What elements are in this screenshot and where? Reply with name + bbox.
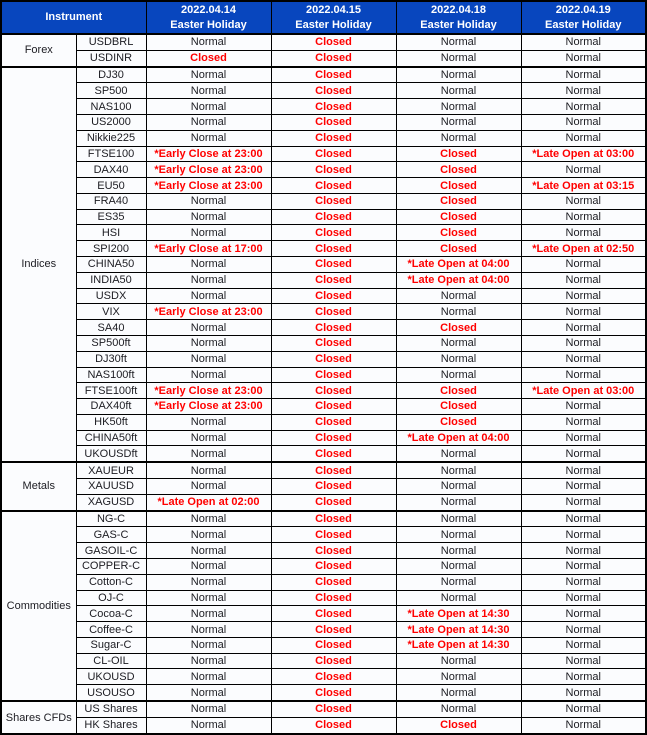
header-date: 2022.04.18 — [430, 3, 487, 16]
instrument-cell: XAUUSD — [76, 479, 146, 495]
status-cell: Closed — [271, 399, 396, 415]
status-cell: Normal — [146, 559, 271, 575]
header-row — [1, 1, 646, 34]
table-row — [1, 527, 646, 543]
status-cell: Normal — [396, 669, 521, 685]
table-row — [1, 83, 646, 99]
status-cell: Normal — [396, 479, 521, 495]
status-cell: Closed — [271, 669, 396, 685]
status-cell: Normal — [521, 320, 646, 336]
status-cell: Closed — [271, 430, 396, 446]
table-row — [1, 178, 646, 194]
instrument-cell: HK50ft — [76, 414, 146, 430]
status-cell: Normal — [521, 414, 646, 430]
status-cell: Closed — [271, 367, 396, 383]
status-cell: Normal — [521, 685, 646, 701]
category-cell: Metals — [1, 462, 76, 510]
instrument-cell: Sugar-C — [76, 637, 146, 653]
status-cell: Normal — [521, 257, 646, 273]
table-row — [1, 717, 646, 734]
status-cell: Closed — [396, 209, 521, 225]
status-cell: Closed — [271, 193, 396, 209]
table-body — [1, 34, 646, 734]
instrument-cell: HSI — [76, 225, 146, 241]
instrument-header-cell: Instrument — [1, 1, 146, 34]
status-cell: Normal — [396, 83, 521, 99]
instrument-cell: US2000 — [76, 115, 146, 131]
status-cell: Normal — [146, 462, 271, 478]
table-row — [1, 50, 646, 66]
status-cell: Normal — [521, 559, 646, 575]
status-cell: Normal — [521, 637, 646, 653]
instrument-cell: UKOUSDft — [76, 446, 146, 462]
status-cell: Normal — [146, 701, 271, 717]
status-cell: Normal — [146, 209, 271, 225]
instrument-cell: HK Shares — [76, 717, 146, 734]
table-row — [1, 272, 646, 288]
status-cell: Normal — [396, 462, 521, 478]
status-cell: *Late Open at 02:00 — [146, 494, 271, 510]
status-cell: Closed — [271, 494, 396, 510]
status-cell: Normal — [146, 83, 271, 99]
status-cell: Normal — [396, 335, 521, 351]
status-cell: Normal — [396, 446, 521, 462]
status-cell: Normal — [146, 130, 271, 146]
status-cell: Closed — [396, 383, 521, 399]
status-cell: Closed — [396, 414, 521, 430]
status-cell: Normal — [146, 257, 271, 273]
instrument-cell: USDBRL — [76, 34, 146, 50]
status-cell: Normal — [146, 479, 271, 495]
status-cell: Closed — [271, 34, 396, 50]
table-row — [1, 511, 646, 527]
table-header — [1, 1, 646, 34]
status-cell: Closed — [396, 399, 521, 415]
instrument-cell: ES35 — [76, 209, 146, 225]
status-cell: Closed — [271, 99, 396, 115]
table-row — [1, 241, 646, 257]
status-cell: Closed — [271, 225, 396, 241]
status-cell: Normal — [146, 67, 271, 83]
status-cell: Normal — [521, 34, 646, 50]
status-cell: Closed — [271, 241, 396, 257]
table-row — [1, 399, 646, 415]
status-cell: Normal — [521, 574, 646, 590]
category-cell: Forex — [1, 34, 76, 67]
instrument-cell: INDIA50 — [76, 272, 146, 288]
date-header-cell — [146, 1, 271, 34]
status-cell: Normal — [521, 67, 646, 83]
status-cell: Normal — [521, 209, 646, 225]
status-cell: Closed — [271, 414, 396, 430]
table-row — [1, 590, 646, 606]
status-cell: Normal — [521, 622, 646, 638]
category-cell: Shares CFDs — [1, 701, 76, 734]
status-cell: Normal — [146, 193, 271, 209]
table-row — [1, 304, 646, 320]
status-cell: Normal — [521, 527, 646, 543]
status-cell: Closed — [271, 446, 396, 462]
status-cell: *Early Close at 23:00 — [146, 304, 271, 320]
instrument-cell: Coffee-C — [76, 622, 146, 638]
status-cell: Closed — [271, 67, 396, 83]
category-cell: Commodities — [1, 511, 76, 701]
status-cell: Closed — [396, 193, 521, 209]
status-cell: Normal — [521, 115, 646, 131]
instrument-cell: XAGUSD — [76, 494, 146, 510]
status-cell: Closed — [396, 162, 521, 178]
status-cell: Closed — [271, 50, 396, 66]
header-subtitle: Easter Holiday — [170, 18, 247, 31]
status-cell: Normal — [146, 351, 271, 367]
table-row — [1, 335, 646, 351]
status-cell: Normal — [521, 83, 646, 99]
status-cell: Normal — [146, 430, 271, 446]
status-cell: Closed — [271, 701, 396, 717]
instrument-cell: Cocoa-C — [76, 606, 146, 622]
table-row — [1, 130, 646, 146]
header-date: 2022.04.15 — [305, 3, 362, 16]
table-row — [1, 67, 646, 83]
status-cell: Normal — [146, 653, 271, 669]
status-cell: Closed — [271, 574, 396, 590]
table-row — [1, 653, 646, 669]
status-cell: Closed — [271, 272, 396, 288]
table-row — [1, 115, 646, 131]
instrument-cell: Nikkie225 — [76, 130, 146, 146]
status-cell: Normal — [396, 494, 521, 510]
status-cell: Closed — [271, 146, 396, 162]
instrument-cell: NAS100ft — [76, 367, 146, 383]
status-cell: Normal — [396, 574, 521, 590]
table-row — [1, 225, 646, 241]
status-cell: Normal — [146, 335, 271, 351]
table-row — [1, 494, 646, 510]
instrument-cell: USDX — [76, 288, 146, 304]
status-cell: Normal — [146, 225, 271, 241]
status-cell: Normal — [396, 288, 521, 304]
status-cell: Normal — [396, 99, 521, 115]
status-cell: Normal — [396, 115, 521, 131]
status-cell: Normal — [146, 367, 271, 383]
status-cell: Closed — [396, 717, 521, 734]
status-cell: Normal — [521, 606, 646, 622]
table-row — [1, 288, 646, 304]
instrument-cell: NAS100 — [76, 99, 146, 115]
status-cell: Normal — [396, 527, 521, 543]
status-cell: Normal — [146, 669, 271, 685]
instrument-cell: FTSE100 — [76, 146, 146, 162]
status-cell: Closed — [396, 320, 521, 336]
table-row — [1, 669, 646, 685]
table-row — [1, 685, 646, 701]
status-cell: Normal — [521, 462, 646, 478]
status-cell: Normal — [396, 559, 521, 575]
table-row — [1, 701, 646, 717]
table-row — [1, 637, 646, 653]
table-row — [1, 383, 646, 399]
instrument-cell: US Shares — [76, 701, 146, 717]
instrument-cell: COPPER-C — [76, 559, 146, 575]
status-cell: Normal — [521, 351, 646, 367]
header-subtitle: Easter Holiday — [295, 18, 372, 31]
status-cell: Normal — [146, 543, 271, 559]
status-cell: Normal — [521, 430, 646, 446]
status-cell: Normal — [521, 701, 646, 717]
status-cell: Normal — [396, 653, 521, 669]
instrument-cell: Cotton-C — [76, 574, 146, 590]
table-row — [1, 351, 646, 367]
table-row — [1, 257, 646, 273]
instrument-cell: FTSE100ft — [76, 383, 146, 399]
status-cell: Closed — [271, 335, 396, 351]
status-cell: Normal — [396, 130, 521, 146]
status-cell: Normal — [521, 653, 646, 669]
status-cell: Closed — [271, 717, 396, 734]
header-date: 2022.04.14 — [180, 3, 237, 16]
status-cell: *Early Close at 17:00 — [146, 241, 271, 257]
status-cell: *Late Open at 14:30 — [396, 637, 521, 653]
status-cell: Normal — [521, 399, 646, 415]
instrument-cell: SPI200 — [76, 241, 146, 257]
status-cell: Closed — [271, 115, 396, 131]
status-cell: Closed — [271, 178, 396, 194]
status-cell: Normal — [396, 590, 521, 606]
table-row — [1, 622, 646, 638]
table-row — [1, 543, 646, 559]
instrument-cell: GASOIL-C — [76, 543, 146, 559]
instrument-cell: DJ30ft — [76, 351, 146, 367]
status-cell: *Late Open at 04:00 — [396, 430, 521, 446]
status-cell: Closed — [271, 653, 396, 669]
status-cell: Normal — [521, 479, 646, 495]
instrument-cell: VIX — [76, 304, 146, 320]
table-row — [1, 34, 646, 50]
status-cell: Normal — [521, 717, 646, 734]
instrument-cell: USDINR — [76, 50, 146, 66]
status-cell: *Late Open at 14:30 — [396, 606, 521, 622]
status-cell: Closed — [271, 479, 396, 495]
instrument-cell: DAX40ft — [76, 399, 146, 415]
instrument-cell: XAUEUR — [76, 462, 146, 478]
status-cell: Normal — [146, 34, 271, 50]
status-cell: Normal — [146, 272, 271, 288]
instrument-cell: SP500 — [76, 83, 146, 99]
status-cell: Normal — [521, 367, 646, 383]
status-cell: *Early Close at 23:00 — [146, 178, 271, 194]
table-row — [1, 462, 646, 478]
status-cell: Closed — [271, 527, 396, 543]
status-cell: Closed — [271, 559, 396, 575]
status-cell: Normal — [396, 685, 521, 701]
status-cell: Closed — [271, 590, 396, 606]
status-cell: Closed — [271, 209, 396, 225]
status-cell: Normal — [146, 414, 271, 430]
status-cell: Closed — [271, 383, 396, 399]
status-cell: *Late Open at 03:15 — [521, 178, 646, 194]
status-cell: Normal — [146, 115, 271, 131]
status-cell: Normal — [521, 494, 646, 510]
status-cell: *Late Open at 03:00 — [521, 383, 646, 399]
table-row — [1, 430, 646, 446]
status-cell: Normal — [521, 162, 646, 178]
instrument-cell: OJ-C — [76, 590, 146, 606]
instrument-cell: NG-C — [76, 511, 146, 527]
status-cell: Closed — [271, 83, 396, 99]
status-cell: Normal — [521, 193, 646, 209]
instrument-cell: DJ30 — [76, 67, 146, 83]
status-cell: Closed — [146, 50, 271, 66]
status-cell: Normal — [396, 67, 521, 83]
status-cell: Normal — [521, 590, 646, 606]
status-cell: Normal — [146, 99, 271, 115]
status-cell: Normal — [396, 304, 521, 320]
table-row — [1, 574, 646, 590]
status-cell: Closed — [271, 304, 396, 320]
status-cell: Normal — [146, 606, 271, 622]
status-cell: Closed — [396, 225, 521, 241]
table-row — [1, 446, 646, 462]
status-cell: Normal — [396, 367, 521, 383]
status-cell: Closed — [271, 462, 396, 478]
table-row — [1, 367, 646, 383]
status-cell: Closed — [271, 288, 396, 304]
status-cell: Normal — [146, 590, 271, 606]
status-cell: Normal — [146, 717, 271, 734]
status-cell: Closed — [271, 637, 396, 653]
status-cell: *Late Open at 14:30 — [396, 622, 521, 638]
header-subtitle: Easter Holiday — [420, 18, 497, 31]
status-cell: Normal — [521, 288, 646, 304]
status-cell: Normal — [521, 225, 646, 241]
header-subtitle: Easter Holiday — [545, 18, 622, 31]
status-cell: *Early Close at 23:00 — [146, 383, 271, 399]
status-cell: Normal — [521, 446, 646, 462]
date-header-cell — [396, 1, 521, 34]
status-cell: Normal — [521, 511, 646, 527]
status-cell: Closed — [271, 320, 396, 336]
date-header-cell — [271, 1, 396, 34]
instrument-cell: SA40 — [76, 320, 146, 336]
status-cell: Normal — [521, 130, 646, 146]
status-cell: Closed — [271, 162, 396, 178]
status-cell: Normal — [521, 335, 646, 351]
date-header-cell — [521, 1, 646, 34]
instrument-cell: DAX40 — [76, 162, 146, 178]
table-row — [1, 209, 646, 225]
instrument-cell: GAS-C — [76, 527, 146, 543]
status-cell: Closed — [271, 606, 396, 622]
table-row — [1, 99, 646, 115]
status-cell: Normal — [146, 511, 271, 527]
status-cell: *Early Close at 23:00 — [146, 146, 271, 162]
table-row — [1, 146, 646, 162]
instrument-cell: CHINA50ft — [76, 430, 146, 446]
status-cell: Normal — [146, 288, 271, 304]
status-cell: Normal — [396, 351, 521, 367]
status-cell: Normal — [521, 99, 646, 115]
status-cell: Normal — [396, 50, 521, 66]
table-row — [1, 162, 646, 178]
status-cell: Normal — [396, 543, 521, 559]
instrument-cell: UKOUSD — [76, 669, 146, 685]
category-cell: Indices — [1, 67, 76, 463]
table-row — [1, 193, 646, 209]
status-cell: Normal — [521, 50, 646, 66]
status-cell: Closed — [271, 351, 396, 367]
status-cell: *Early Close at 23:00 — [146, 399, 271, 415]
instrument-cell: CHINA50 — [76, 257, 146, 273]
status-cell: Normal — [521, 304, 646, 320]
instrument-cell: FRA40 — [76, 193, 146, 209]
status-cell: Normal — [146, 320, 271, 336]
status-cell: *Late Open at 03:00 — [521, 146, 646, 162]
status-cell: Normal — [521, 272, 646, 288]
header-date: 2022.04.19 — [555, 3, 611, 16]
status-cell: Closed — [271, 511, 396, 527]
status-cell: Closed — [271, 685, 396, 701]
status-cell: Closed — [271, 622, 396, 638]
status-cell: Closed — [271, 257, 396, 273]
status-cell: Normal — [146, 622, 271, 638]
status-cell: Closed — [271, 130, 396, 146]
status-cell: *Late Open at 04:00 — [396, 272, 521, 288]
table-row — [1, 320, 646, 336]
status-cell: Closed — [396, 178, 521, 194]
status-cell: Normal — [146, 637, 271, 653]
status-cell: Closed — [396, 146, 521, 162]
status-cell: Normal — [521, 669, 646, 685]
status-cell: Normal — [146, 685, 271, 701]
table-row — [1, 414, 646, 430]
status-cell: *Late Open at 04:00 — [396, 257, 521, 273]
status-cell: Normal — [146, 527, 271, 543]
table-row — [1, 479, 646, 495]
status-cell: Normal — [146, 446, 271, 462]
status-cell: *Late Open at 02:50 — [521, 241, 646, 257]
status-cell: *Early Close at 23:00 — [146, 162, 271, 178]
status-cell: Closed — [271, 543, 396, 559]
status-cell: Normal — [396, 34, 521, 50]
instrument-cell: USOUSO — [76, 685, 146, 701]
status-cell: Normal — [521, 543, 646, 559]
instrument-cell: SP500ft — [76, 335, 146, 351]
instrument-cell: EU50 — [76, 178, 146, 194]
status-cell: Normal — [146, 574, 271, 590]
status-cell: Normal — [396, 701, 521, 717]
status-cell: Closed — [396, 241, 521, 257]
status-cell: Normal — [396, 511, 521, 527]
table-row — [1, 559, 646, 575]
table-row — [1, 606, 646, 622]
instrument-cell: CL-OIL — [76, 653, 146, 669]
